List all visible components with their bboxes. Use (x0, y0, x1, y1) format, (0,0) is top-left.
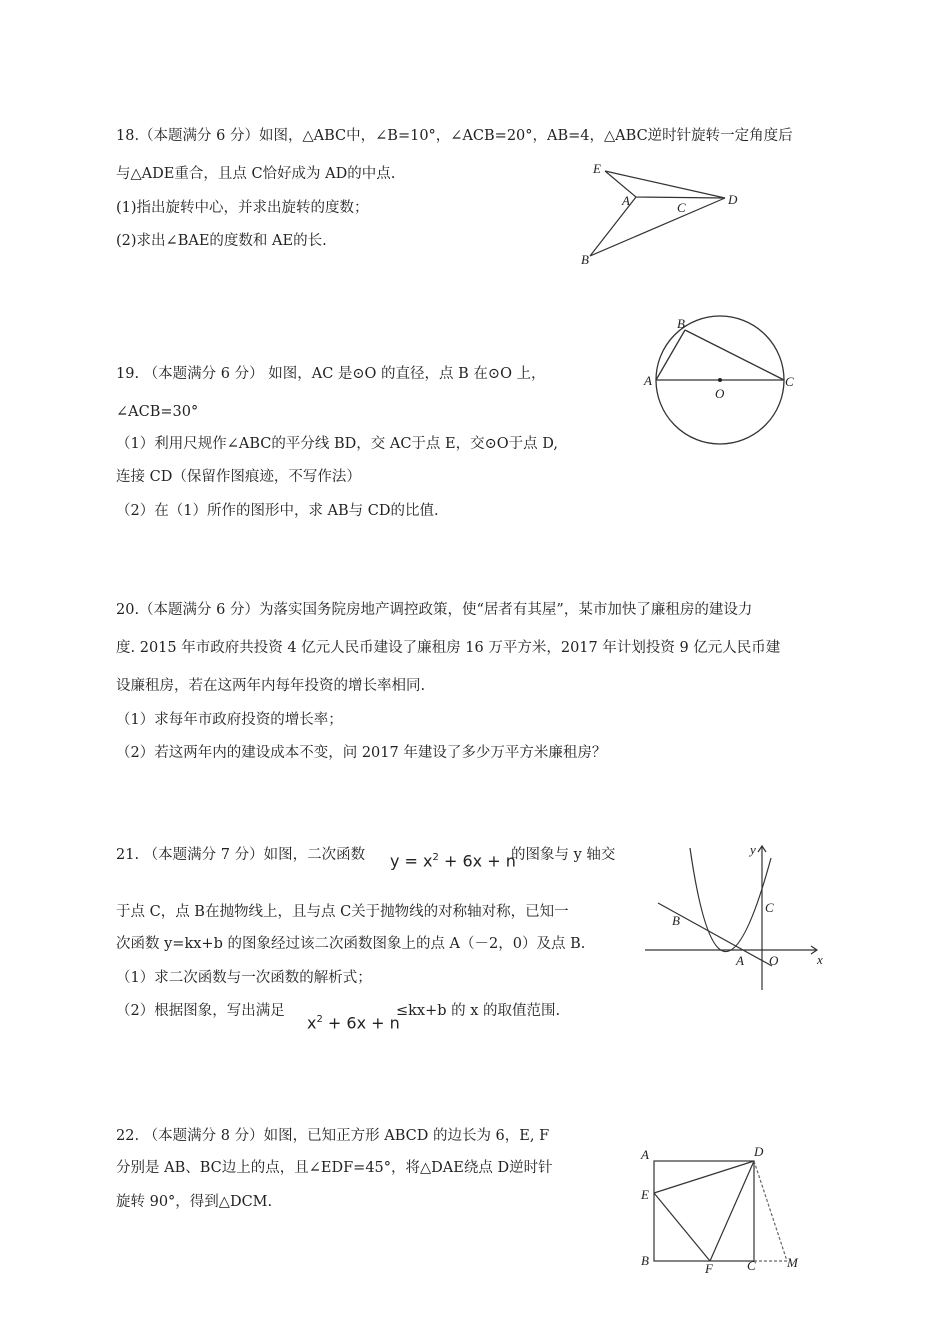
q22-line3: 旋转 90°，得到△DCM. (116, 1194, 273, 1210)
q19-line2: ∠ACB=30° (116, 404, 199, 420)
q18-label-b: B (581, 252, 589, 267)
q22-label-d: D (754, 1144, 764, 1159)
q21-part1: （1）求二次函数与一次函数的解析式； (116, 970, 372, 986)
q22-square-figure (635, 1145, 805, 1275)
q18-part2: (2)求出∠BAE的度数和 AE的长. (116, 233, 327, 249)
q19-line4: 连接 CD（保留作图痕迹，不写作法） (116, 469, 361, 485)
q21-formula-1: $y = x^2 + 6x + n$ (390, 851, 516, 871)
q21-part2-end: ≤kx+b 的 x 的取值范围. (396, 1003, 561, 1019)
q18-label-e: E (593, 161, 601, 176)
q21-graph-figure (645, 840, 825, 995)
q19-part2: （2）在（1）所作的图形中，求 AB与 CD的比值. (116, 503, 439, 519)
q20-part1: （1）求每年市政府投资的增长率； (116, 712, 343, 728)
q18-line2: 与△ADE重合，且点 C恰好成为 AD的中点. (116, 166, 396, 182)
q18-line1: 18.（本题满分 6 分）如图，△ABC中，∠B=10°，∠ACB=20°，AB=4，△ABC逆时针旋转一定角度后 (116, 128, 793, 144)
q22-label-f: F (705, 1261, 713, 1276)
q21-label-b: B (672, 913, 680, 928)
q19-label-a: A (644, 373, 652, 388)
q22-label-b: B (641, 1253, 649, 1268)
q22-line2: 分别是 AB、BC边上的点，且∠EDF=45°，将△DAE绕点 D逆时针 (116, 1160, 553, 1176)
q22-label-a: A (641, 1147, 649, 1162)
q18-label-d: D (728, 192, 738, 207)
q19-line1: 19. （本题满分 6 分） 如图，AC 是⊙O 的直径，点 B 在⊙O 上， (116, 366, 546, 382)
q18-label-a: A (622, 193, 630, 208)
q21-axis-y-label: y (750, 842, 756, 857)
q19-circle-figure (640, 312, 800, 447)
q19-part1: （1）利用尺规作∠ABC的平分线 BD，交 AC于点 E，交⊙O于点 D, (116, 436, 558, 452)
q21-part2-start: （2）根据图象，写出满足 (116, 1003, 285, 1019)
q22-label-c: C (747, 1258, 756, 1273)
q19-label-c: C (785, 374, 794, 389)
q20-part2: （2）若这两年内的建设成本不变，问 2017 年建设了多少万平方米廉租房？ (116, 745, 607, 761)
q21-axis-x-label: x (817, 952, 823, 967)
q22-label-e: E (641, 1187, 649, 1202)
q22-label-m: M (787, 1255, 798, 1270)
q21-line3: 次函数 y=kx+b 的图象经过该二次函数图象上的点 A（－2，0）及点 B. (116, 936, 586, 952)
q21-label-a: A (736, 953, 744, 968)
q21-label-c: C (765, 900, 774, 915)
q18-label-c: C (677, 200, 686, 215)
q21-formula-2: $x^2 + 6x + n$ (307, 1013, 400, 1033)
q20-line2: 度. 2015 年市政府共投资 4 亿元人民币建设了廉租房 16 万平方米，2017 年计划投资 9 亿元人民币建 (116, 640, 781, 656)
q21-line2: 于点 C，点 B在抛物线上，且与点 C关于抛物线的对称轴对称，已知一 (116, 904, 569, 920)
q19-label-b: B (677, 316, 685, 331)
q18-triangle-figure (570, 155, 760, 270)
q18-part1: (1)指出旋转中心，并求出旋转的度数； (116, 200, 369, 216)
q21-line1-start: 21. （本题满分 7 分）如图，二次函数 (116, 847, 366, 863)
q19-label-o: O (715, 386, 725, 401)
q22-line1: 22. （本题满分 8 分）如图，已知正方形 ABCD 的边长为 6，E, F (116, 1128, 550, 1144)
q20-line1: 20.（本题满分 6 分）为落实国务院房地产调控政策，使“居者有其屋”，某市加快了廉租房的建设力 (116, 602, 753, 618)
q21-label-o: O (769, 953, 779, 968)
q21-line1-end: 的图象与 y 轴交 (511, 847, 616, 863)
q20-line3: 设廉租房，若在这两年内每年投资的增长率相同. (116, 678, 426, 694)
